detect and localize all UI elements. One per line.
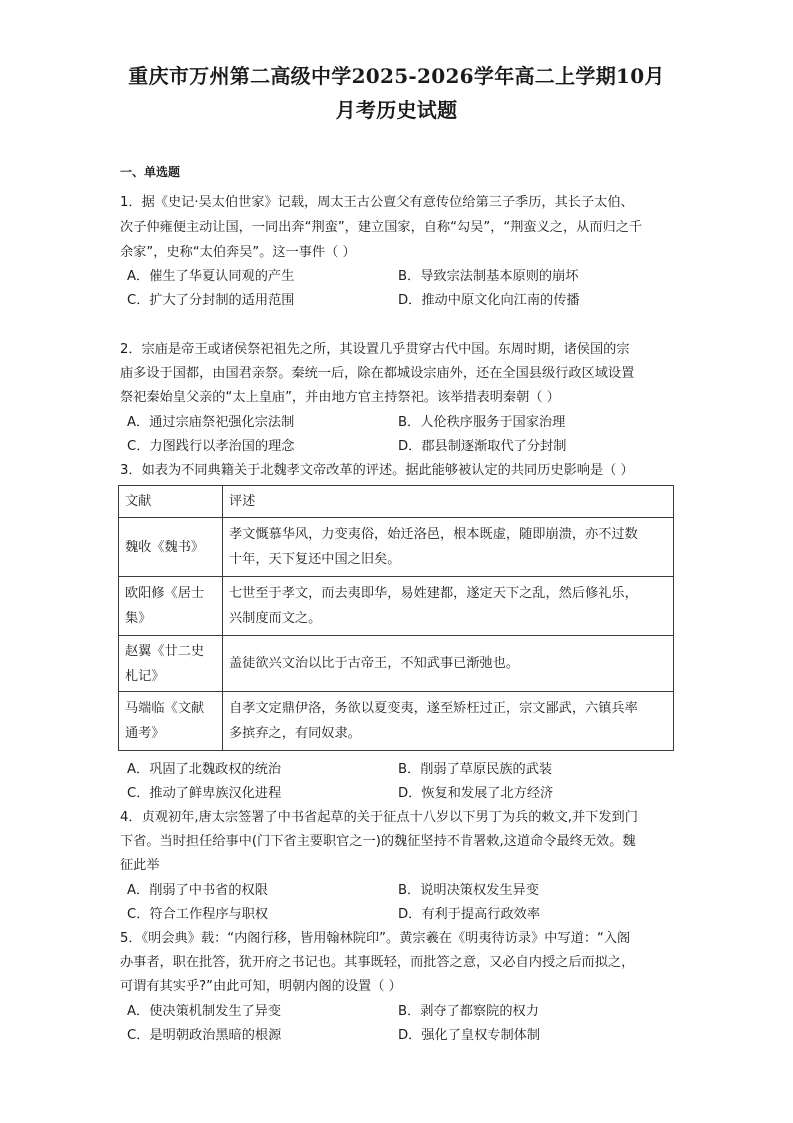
- comment-text: 孝文慨慕华风，力变夷俗，始迁洛邑，根本既虚，随即崩溃，亦不过数: [229, 527, 638, 542]
- question-stem-line: 1．据《史记·吴太伯世家》记载，周太王古公亶父有意传位给第三子季历，其长子太伯、: [120, 195, 634, 210]
- comment-text: 自孝文定鼎伊洛，务欲以夏变夷，遂至矫枉过正，宗文鄙武，六镇兵率: [229, 701, 638, 716]
- comment-text: 盖徒欲兴文治以比于古帝王，不知武事已渐弛也。: [229, 656, 520, 671]
- option-a: A．削弱了中书省的权限: [127, 883, 268, 898]
- option-c: C．符合工作程序与职权: [127, 907, 269, 922]
- section-heading: 一、单选题: [120, 165, 181, 179]
- question-stem-line: 3．如表为不同典籍关于北魏孝文帝改革的评述。据此能够被认定的共同历史影响是（ ）: [120, 463, 634, 478]
- option-a: A．催生了华夏认同观的产生: [127, 269, 295, 284]
- question-stem-line: 祭祀秦始皇父亲的“太上皇庙”，并由地方官主持祭祀。该举措表明秦朝（ ）: [120, 390, 560, 405]
- source-text: 魏收《魏书》: [125, 539, 205, 555]
- option-c: C．是明朝政治黑暗的根源: [127, 1028, 282, 1043]
- option-a: A．使决策机制发生了异变: [127, 1004, 282, 1019]
- option-a: A．通过宗庙祭祀强化宗法制: [127, 415, 295, 430]
- option-c: C．力图践行以孝治国的理念: [127, 439, 295, 454]
- evaluation-table: [118, 485, 674, 751]
- comment-cell: [223, 692, 674, 751]
- table-row: [119, 577, 674, 636]
- option-b: B．人伦秩序服务于国家治理: [398, 415, 566, 430]
- table-row: [119, 636, 674, 692]
- table-row: [119, 692, 674, 751]
- option-a: A．巩固了北魏政权的统治: [127, 762, 282, 777]
- option-d: D．强化了皇权专制体制: [398, 1028, 541, 1043]
- option-d: D．有利于提高行政效率: [398, 907, 541, 922]
- option-b: B．说明决策权发生异变: [398, 883, 539, 898]
- comment-text: 兴制度而文之。: [229, 611, 322, 626]
- source-text: 马端临《文献: [125, 701, 205, 716]
- question-stem-line: 余家”，史称“太伯奔吴”。这一事件（ ）: [120, 245, 356, 260]
- comment-text: 十年，天下复还中国之旧矣。: [229, 552, 401, 567]
- source-text: 通考》: [125, 726, 165, 741]
- question-stem-line: 办事者，职在批答，犹开府之书记也。其事既轻，而批答之意，又必自内授之后而拟之，: [120, 955, 635, 970]
- source-text: 赵翼《廿二史: [125, 643, 205, 659]
- table-header-row: [119, 486, 674, 518]
- question-stem-line: 4．贞观初年,唐太宗签署了中书省起草的关于征点十八岁以下男丁为兵的敕文,并下发到门: [120, 810, 638, 825]
- comment-cell: [223, 636, 674, 692]
- comment-cell: [223, 518, 674, 577]
- option-c: C．扩大了分封制的适用范围: [127, 293, 295, 308]
- option-b: B．削弱了草原民族的武装: [398, 762, 553, 777]
- exam-title-line-2: 月考历史试题: [335, 98, 458, 122]
- question-stem-line: 次子仲雍便主动让国，一同出奔“荆蛮”，建立国家，自称“勾吴”，“荆蛮义之，从而归之千: [120, 220, 643, 235]
- option-b: B．剥夺了都察院的权力: [398, 1004, 539, 1019]
- option-d: D．郡县制逐渐取代了分封制: [398, 439, 567, 454]
- question-stem-line: 下省。当时担任给事中(门下省主要职官之一)的魏征坚持不肯署敕,这道命令最终无效。魏: [120, 834, 636, 849]
- table-row: [119, 518, 674, 577]
- table-header-cell: 文献: [119, 486, 223, 518]
- comment-text: 七世至于孝文，而去夷即华，易姓建都，遂定天下之乱，然后修礼乐，: [229, 586, 638, 601]
- comment-cell: [223, 577, 674, 636]
- source-cell: [119, 636, 223, 692]
- source-text: 欧阳修《居士: [125, 586, 205, 601]
- source-cell: [119, 692, 223, 751]
- question-stem-line: 征此举: [120, 858, 160, 873]
- comment-text: 多摈弃之，有同奴隶。: [229, 726, 361, 741]
- option-c: C．推动了鲜卑族汉化进程: [127, 786, 282, 801]
- question-stem-line: 2．宗庙是帝王或诸侯祭祀祖先之所，其设置几乎贯穿古代中国。东周时期，诸侯国的宗: [120, 342, 630, 357]
- table-header-cell: 评述: [223, 486, 674, 518]
- option-d: D．恢复和发展了北方经济: [398, 786, 554, 801]
- source-cell: [119, 518, 223, 577]
- option-b: B．导致宗法制基本原则的崩坏: [398, 269, 579, 284]
- question-stem-line: 庙多设于国都，由国君亲祭。秦统一后，除在都城设宗庙外，还在全国县级行政区域设置: [120, 366, 635, 381]
- source-cell: [119, 577, 223, 636]
- source-text: 札记》: [125, 668, 165, 684]
- exam-title-line-1: 重庆市万州第二高级中学2025-2026学年高二上学期10月: [128, 64, 665, 88]
- question-stem-line: 5．《明会典》载：“内阁行移，皆用翰林院印”。黄宗羲在《明夷待访录》中写道：“入阁: [120, 931, 631, 946]
- option-d: D．推动中原文化向江南的传播: [398, 293, 580, 308]
- question-stem-line: 可谓有其实乎?”由此可知，明朝内阁的设置（ ）: [120, 979, 402, 994]
- source-text: 集》: [125, 611, 152, 626]
